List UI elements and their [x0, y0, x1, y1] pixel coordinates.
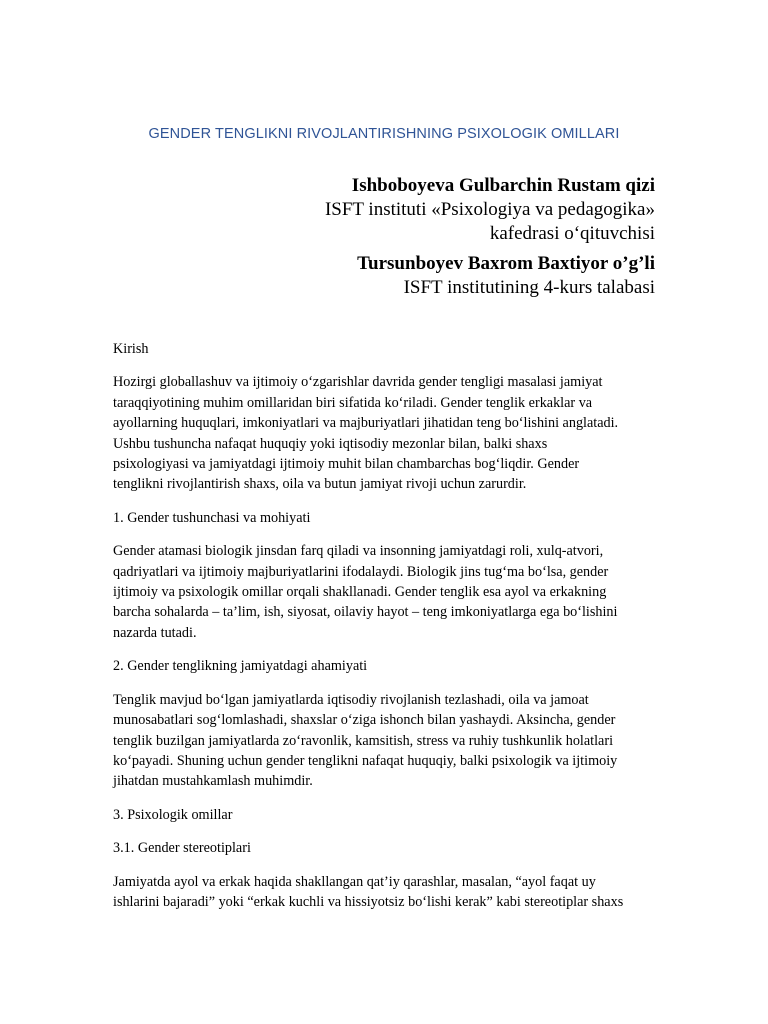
section3-heading: 3. Psixologik omillar	[113, 806, 233, 823]
intro-paragraph	[113, 372, 658, 494]
author2-name: Tursunboyev Baxrom Baxtiyor o’g’li	[357, 253, 655, 274]
section2-paragraph	[113, 690, 658, 792]
paragraph-line: Ushbu tushuncha nafaqat huquqiy yoki iqtisodiy mezonlar bilan, balki shaxs	[113, 435, 548, 452]
paragraph-line: tenglikni rivojlantirish shaxs, oila va butun jamiyat rivoji uchun zarurdir.	[113, 476, 527, 493]
section1-heading: 1. Gender tushunchasi va mohiyati	[113, 509, 311, 526]
paragraph-line: Hozirgi globallashuv va ijtimoiy o‘zgarishlar davrida gender tengligi masalasi jamiyat	[113, 374, 603, 391]
intro-heading: Kirish	[113, 341, 149, 357]
document-title: GENDER TENGLIKNI RIVOJLANTIRISHNING PSIXOLOGIK OMILLARI	[148, 126, 620, 142]
paragraph-line: tenglik buzilgan jamiyatlarda zo‘ravonlik, kamsitish, stress va ruhiy tushkunlik holatlari	[113, 732, 614, 749]
section3-1-paragraph	[113, 872, 658, 913]
section2-heading: 2. Gender tenglikning jamiyatdagi ahamiyati	[113, 658, 368, 675]
paragraph-line: nazarda tutadi.	[113, 624, 197, 641]
section3-1-heading: 3.1. Gender stereotiplari	[113, 840, 251, 857]
paragraph-line: barcha sohalarda – ta’lim, ish, siyosat, oilaviy hayot – teng imkoniyatlarga ega bo‘lishini	[113, 604, 618, 621]
paragraph-line: ko‘payadi. Shuning uchun gender tenglikni nafaqat huquqiy, balki psixologik va ijtimoiy	[113, 752, 618, 769]
paragraph-line: Gender atamasi biologik jinsdan farq qiladi va insonning jamiyatdagi roli, xulq-atvori,	[113, 543, 604, 560]
author1-affiliation-line1: ISFT instituti «Psixologiya va pedagogika»	[324, 199, 655, 220]
paragraph-line: Jamiyatda ayol va erkak haqida shakllangan qat’iy qarashlar, masalan, “ayol faqat uy	[113, 873, 596, 890]
paragraph-line: Tenglik mavjud bo‘lgan jamiyatlarda iqtisodiy rivojlanish tezlashadi, oila va jamoat	[113, 691, 589, 708]
authors-block	[95, 174, 655, 300]
paragraph-line: jihatdan mustahkamlash muhimdir.	[113, 773, 313, 790]
section1-paragraph	[113, 541, 658, 643]
author2-affiliation: ISFT institutining 4-kurs talabasi	[403, 277, 655, 298]
document-body	[113, 339, 658, 925]
paragraph-line: ishlarini bajaradi” yoki “erkak kuchli va hissiyotsiz bo‘lishi kerak” kabi stereotiplar shaxs	[113, 893, 624, 910]
paragraph-line: qadriyatlari va ijtimoiy majburiyatlarini ifodalaydi. Biologik jins tug‘ma bo‘lsa, gender	[113, 563, 609, 580]
paragraph-line: ayollarning huquqlari, imkoniyatlari va majburiyatlari jihatidan teng bo‘lishini anglatadi.	[113, 415, 619, 432]
author1-affiliation-line2: kafedrasi o‘qituvchisi	[489, 223, 655, 244]
paragraph-line: munosabatlari sog‘lomlashadi, shaxslar o‘ziga ishonch bilan yashaydi. Aksincha, gender	[113, 712, 616, 729]
paragraph-line: taraqqiyotining muhim omillaridan biri sifatida ko‘riladi. Gender tenglik erkaklar va	[113, 394, 593, 411]
author1-name: Ishboboyeva Gulbarchin Rustam qizi	[351, 175, 655, 196]
paragraph-line: psixologiyasi va jamiyatdagi ijtimoiy muhit bilan chambarchas bog‘liqdir. Gender	[113, 456, 580, 473]
paragraph-line: ijtimoiy va psixologik omillar orqali shakllanadi. Gender tenglik esa ayol va erkakning	[113, 584, 607, 601]
